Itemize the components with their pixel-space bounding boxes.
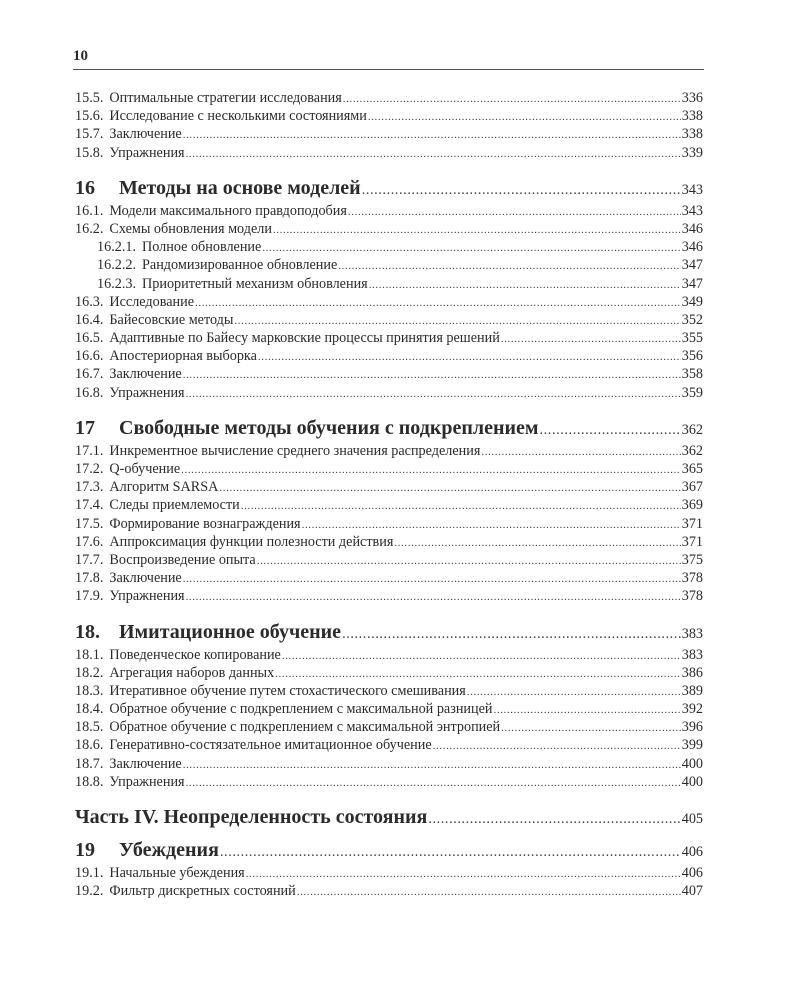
dot-leader xyxy=(181,461,681,479)
toc-entry[interactable] xyxy=(75,220,703,238)
toc-entry[interactable] xyxy=(75,107,703,125)
part-page: 405 xyxy=(681,811,703,827)
entry-title: Исследование xyxy=(109,293,195,310)
entry-page: 352 xyxy=(681,311,703,328)
dot-leader xyxy=(186,145,681,163)
entry-page: 346 xyxy=(681,220,703,237)
entry-number: 17.9. xyxy=(75,588,104,605)
dot-leader xyxy=(481,443,680,461)
dot-leader xyxy=(273,221,681,239)
entry-number: 16.1. xyxy=(75,202,104,219)
entry-title: Упражнения xyxy=(109,588,185,605)
toc-entry[interactable] xyxy=(75,551,703,569)
entry-number: 18.4. xyxy=(75,701,104,718)
entry-title: Алгоритм SARSA xyxy=(109,479,219,496)
entry-page: 349 xyxy=(681,293,703,310)
chapter-page: 383 xyxy=(681,625,703,642)
entry-number: 18.3. xyxy=(75,682,104,699)
chapter-page: 343 xyxy=(681,181,703,198)
entry-title: Следы приемлемости xyxy=(109,497,240,514)
toc-entry[interactable] xyxy=(75,384,703,402)
entry-title: Адаптивные по Байесу марковские процессы принятия решений xyxy=(109,330,500,347)
dot-leader xyxy=(501,719,681,737)
dot-leader xyxy=(183,366,681,384)
part-title: Часть IV. Неопределенность состояния xyxy=(75,806,428,828)
entry-number: 18.6. xyxy=(75,737,104,754)
toc-entry[interactable] xyxy=(75,496,703,514)
entry-number: 16.8. xyxy=(75,384,104,401)
dot-leader xyxy=(348,203,681,221)
toc-entry[interactable] xyxy=(75,515,703,533)
entry-number: 16.6. xyxy=(75,348,104,365)
dot-leader xyxy=(275,665,681,683)
entry-number: 18.5. xyxy=(75,719,104,736)
entry-number: 15.7. xyxy=(75,126,104,143)
dot-leader xyxy=(282,647,681,665)
entry-title: Оптимальные стратегии исследования xyxy=(109,90,342,106)
toc-chapter-18[interactable] xyxy=(75,620,703,644)
entry-page: 365 xyxy=(681,461,703,477)
entry-number: 15.5. xyxy=(75,90,104,106)
entry-title: Приоритетный механизм обновления xyxy=(142,275,368,292)
entry-page: 406 xyxy=(681,865,703,881)
entry-title: Исследование с несколькими состояниями xyxy=(109,108,367,125)
dot-leader xyxy=(467,683,681,701)
toc-entry[interactable] xyxy=(75,533,703,551)
entry-number: 18.7. xyxy=(75,755,104,772)
dot-leader xyxy=(262,239,680,257)
entry-number: 16.3. xyxy=(75,293,104,310)
entry-title: Обратное обучение с подкреплением с максимальной разницей xyxy=(109,701,493,718)
entry-number: 16.2.3. xyxy=(97,275,137,292)
dot-leader xyxy=(394,534,680,552)
entry-page: 338 xyxy=(681,126,703,143)
toc-entry[interactable] xyxy=(75,646,703,664)
dot-leader xyxy=(220,840,681,864)
toc-entry[interactable] xyxy=(75,773,703,791)
entry-page: 407 xyxy=(681,883,703,900)
toc-entry[interactable] xyxy=(75,478,703,496)
entry-number: 16.4. xyxy=(75,311,104,328)
entry-page: 359 xyxy=(681,384,703,401)
toc-subentry[interactable] xyxy=(75,238,703,256)
entry-title: Упражнения xyxy=(109,773,185,790)
dot-leader xyxy=(302,516,681,534)
toc-part-4[interactable] xyxy=(75,805,703,829)
toc-entry[interactable] xyxy=(75,144,703,162)
chapter-number: 17 xyxy=(75,416,95,439)
entry-page: 386 xyxy=(681,664,703,681)
toc-subentry[interactable] xyxy=(75,275,703,293)
entry-title: Обратное обучение с подкреплением с максимальной энтропией xyxy=(109,719,501,736)
entry-title: Поведенческое копирование xyxy=(109,646,281,663)
entry-number: 18.8. xyxy=(75,773,104,790)
entry-page: 346 xyxy=(681,239,703,256)
dot-leader xyxy=(433,737,681,755)
toc-entry[interactable] xyxy=(75,202,703,220)
chapter-number: 16 xyxy=(75,176,95,199)
entry-page: 347 xyxy=(681,275,703,292)
entry-page: 375 xyxy=(681,551,703,568)
toc-entry[interactable] xyxy=(75,700,703,718)
entry-page: 383 xyxy=(681,646,703,663)
entry-title: Полное обновление xyxy=(142,239,262,256)
toc-entry[interactable] xyxy=(75,125,703,143)
entry-number: 17.8. xyxy=(75,570,104,587)
dot-leader xyxy=(343,90,681,108)
chapter-title: Убеждения xyxy=(119,839,219,861)
entry-number: 17.2. xyxy=(75,461,104,477)
dot-leader xyxy=(338,257,680,275)
chapter-number: 18. xyxy=(75,620,100,643)
entry-number: 16.5. xyxy=(75,330,104,347)
toc-entry[interactable] xyxy=(75,569,703,587)
table-of-contents xyxy=(75,89,703,900)
dot-leader xyxy=(428,807,680,831)
entry-title: Аппроксимация функции полезности действия xyxy=(109,533,394,550)
entry-title: Q-обучение xyxy=(109,461,181,477)
dot-leader xyxy=(369,276,681,294)
entry-page: 356 xyxy=(681,348,703,365)
entry-number: 17.5. xyxy=(75,515,104,532)
toc-subentry[interactable] xyxy=(75,256,703,274)
page-number: 10 xyxy=(73,48,88,64)
toc-entry[interactable] xyxy=(75,347,703,365)
dot-leader xyxy=(183,126,681,144)
entry-page: 347 xyxy=(681,257,703,274)
entry-page: 338 xyxy=(681,108,703,125)
dot-leader xyxy=(540,418,681,442)
dot-leader xyxy=(368,108,681,126)
entry-number: 16.2. xyxy=(75,220,104,237)
chapter-title: Свободные методы обучения с подкреплением xyxy=(119,416,539,439)
entry-page: 399 xyxy=(681,737,703,754)
entry-number: 16.2.1. xyxy=(97,239,137,256)
entry-page: 336 xyxy=(681,90,703,106)
entry-title: Рандомизированное обновление xyxy=(142,257,338,274)
dot-leader xyxy=(186,774,681,792)
entry-title: Модели максимального правдоподобия xyxy=(109,202,347,219)
entry-number: 19.1. xyxy=(75,865,104,881)
toc-chapter-16[interactable] xyxy=(75,176,703,200)
entry-number: 16.2.2. xyxy=(97,257,137,274)
chapter-page: 406 xyxy=(681,844,703,860)
toc-entry[interactable] xyxy=(75,864,703,882)
dot-leader xyxy=(241,497,681,515)
entry-number: 16.7. xyxy=(75,366,104,383)
toc-entry[interactable] xyxy=(75,587,703,605)
entry-page: 371 xyxy=(681,533,703,550)
entry-page: 400 xyxy=(681,773,703,790)
entry-page: 343 xyxy=(681,202,703,219)
toc-entry[interactable] xyxy=(75,718,703,736)
toc-entry[interactable] xyxy=(75,460,703,478)
dot-leader xyxy=(297,883,681,901)
entry-page: 371 xyxy=(681,515,703,532)
entry-title: Заключение xyxy=(109,126,182,143)
dot-leader xyxy=(234,312,680,330)
dot-leader xyxy=(362,178,681,202)
toc-entry[interactable] xyxy=(75,682,703,700)
header-rule xyxy=(73,69,704,70)
dot-leader xyxy=(258,348,681,366)
entry-title: Начальные убеждения xyxy=(109,865,245,881)
entry-page: 369 xyxy=(681,497,703,514)
dot-leader xyxy=(494,701,681,719)
entry-number: 15.6. xyxy=(75,108,104,125)
entry-number: 17.3. xyxy=(75,479,104,496)
entry-number: 17.1. xyxy=(75,442,104,459)
entry-title: Схемы обновления модели xyxy=(109,220,272,237)
toc-entry[interactable] xyxy=(75,293,703,311)
dot-leader xyxy=(219,479,680,497)
entry-title: Байесовские методы xyxy=(109,311,234,328)
chapter-title: Имитационное обучение xyxy=(119,620,342,643)
toc-entry[interactable] xyxy=(75,311,703,329)
entry-page: 355 xyxy=(681,330,703,347)
entry-title: Упражнения xyxy=(109,384,185,401)
toc-chapter-17[interactable] xyxy=(75,416,703,440)
entry-title: Апостериорная выборка xyxy=(109,348,257,365)
entry-page: 400 xyxy=(681,755,703,772)
dot-leader xyxy=(183,756,681,774)
entry-title: Фильтр дискретных состояний xyxy=(109,883,296,900)
entry-number: 18.1. xyxy=(75,646,104,663)
toc-entry[interactable] xyxy=(75,736,703,754)
entry-number: 15.8. xyxy=(75,144,104,161)
entry-page: 367 xyxy=(681,479,703,496)
dot-leader xyxy=(183,570,681,588)
entry-page: 378 xyxy=(681,570,703,587)
toc-entry[interactable] xyxy=(75,882,703,900)
dot-leader xyxy=(257,552,681,570)
entry-title: Заключение xyxy=(109,570,182,587)
entry-title: Инкрементное вычисление среднего значения распределения xyxy=(109,442,481,459)
toc-entry[interactable] xyxy=(75,329,703,347)
chapter-page: 362 xyxy=(681,421,703,438)
entry-title: Заключение xyxy=(109,755,182,772)
entry-number: 17.6. xyxy=(75,533,104,550)
entry-number: 18.2. xyxy=(75,664,104,681)
entry-page: 378 xyxy=(681,588,703,605)
entry-number: 19.2. xyxy=(75,883,104,900)
chapter-number: 19 xyxy=(75,839,95,861)
entry-page: 396 xyxy=(681,719,703,736)
entry-page: 339 xyxy=(681,144,703,161)
entry-title: Воспроизведение опыта xyxy=(109,551,256,568)
entry-number: 17.7. xyxy=(75,551,104,568)
toc-entry[interactable] xyxy=(75,89,703,107)
dot-leader xyxy=(195,294,681,312)
entry-title: Формирование вознаграждения xyxy=(109,515,301,532)
toc-entry[interactable] xyxy=(75,664,703,682)
entry-page: 362 xyxy=(681,442,703,459)
entry-title: Упражнения xyxy=(109,144,185,161)
dot-leader xyxy=(186,588,681,606)
dot-leader xyxy=(246,865,681,883)
toc-chapter-19[interactable] xyxy=(75,838,703,862)
entry-title: Итеративное обучение путем стохастического смешивания xyxy=(109,682,466,699)
dot-leader xyxy=(342,622,681,646)
toc-entry[interactable] xyxy=(75,755,703,773)
toc-entry[interactable] xyxy=(75,442,703,460)
entry-number: 17.4. xyxy=(75,497,104,514)
toc-entry[interactable] xyxy=(75,365,703,383)
entry-title: Агрегация наборов данных xyxy=(109,664,275,681)
entry-page: 389 xyxy=(681,682,703,699)
dot-leader xyxy=(186,385,681,403)
entry-page: 358 xyxy=(681,366,703,383)
entry-title: Генеративно-состязательное имитационное обучение xyxy=(109,737,432,754)
entry-page: 392 xyxy=(681,701,703,718)
dot-leader xyxy=(501,330,681,348)
chapter-title: Методы на основе моделей xyxy=(119,176,361,199)
entry-title: Заключение xyxy=(109,366,182,383)
